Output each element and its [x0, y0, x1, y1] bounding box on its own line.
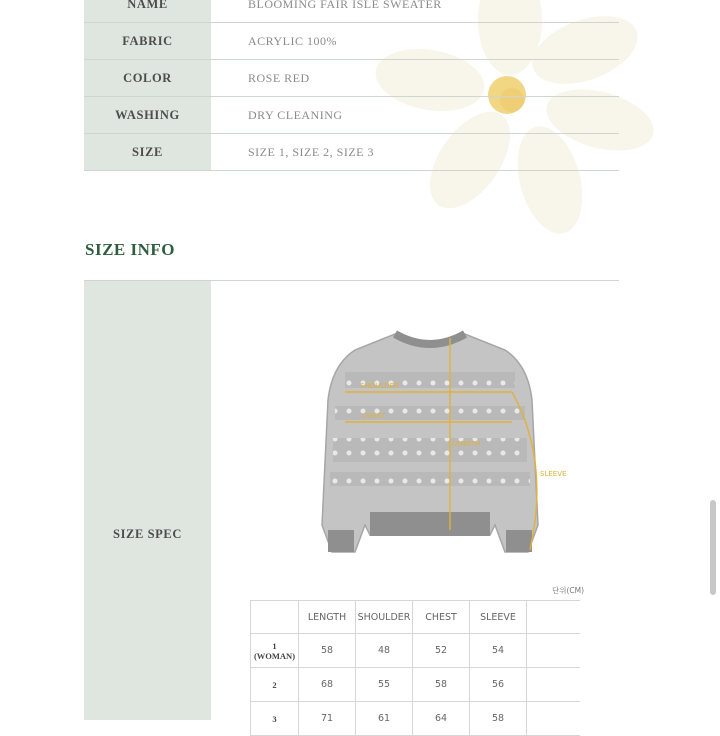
size-table	[250, 600, 580, 736]
table-corner	[251, 601, 299, 634]
info-row-washing	[84, 97, 619, 134]
column-header: LENGTH	[299, 601, 356, 634]
size-spec-label: SIZE SPEC	[113, 527, 182, 541]
table-cell: 54	[470, 634, 527, 668]
table-cell: 61	[356, 702, 413, 736]
info-label: NAME	[84, 0, 211, 22]
info-value: BLOOMING FAIR ISLE SWEATER	[248, 0, 442, 11]
length-label: LENGTH	[452, 440, 481, 448]
info-label: FABRIC	[84, 23, 211, 59]
table-cell: 58	[299, 634, 356, 668]
scrollbar[interactable]	[710, 500, 716, 595]
table-cell: 68	[299, 668, 356, 702]
table-cell: 58	[470, 702, 527, 736]
table-cell: 71	[299, 702, 356, 736]
info-label: SIZE	[84, 134, 211, 170]
chest-label: CHEST	[362, 412, 386, 420]
info-row-name	[84, 0, 619, 23]
row-size: 2	[251, 668, 299, 702]
table-row	[251, 702, 581, 736]
info-row-color	[84, 60, 619, 97]
info-value: SIZE 1, SIZE 2, SIZE 3	[248, 144, 374, 159]
table-cell: 64	[413, 702, 470, 736]
column-header: SHOULDER	[356, 601, 413, 634]
column-header: SLEEVE	[470, 601, 527, 634]
info-label: COLOR	[84, 60, 211, 96]
info-value: ROSE RED	[248, 70, 310, 85]
info-row-fabric	[84, 23, 619, 60]
row-size	[251, 634, 299, 668]
table-row	[251, 668, 581, 702]
info-label: WASHING	[84, 97, 211, 133]
table-header-row	[251, 601, 581, 634]
table-blank-cell	[527, 601, 581, 634]
table-row	[251, 634, 581, 668]
size-info-title: SIZE INFO	[85, 240, 175, 259]
table-cell: 55	[356, 668, 413, 702]
table-cell: 56	[470, 668, 527, 702]
info-row-size	[84, 134, 619, 171]
sweater-diagram	[300, 320, 567, 580]
size-spec-label-column	[84, 281, 211, 720]
row-size: 3	[251, 702, 299, 736]
table-blank-cell	[527, 702, 581, 736]
table-cell: 52	[413, 634, 470, 668]
table-blank-cell	[527, 668, 581, 702]
table-cell: 58	[413, 668, 470, 702]
product-info-table	[84, 0, 619, 171]
info-value: DRY CLEANING	[248, 107, 343, 122]
size-note: (WOMAN)	[253, 650, 296, 661]
info-value: ACRYLIC 100%	[248, 33, 338, 48]
sleeve-label: SLEEVE	[540, 470, 567, 478]
size-number: 1	[272, 640, 277, 651]
unit-label: 단위(CM)	[552, 586, 585, 595]
table-blank-cell	[527, 634, 581, 668]
column-header: CHEST	[413, 601, 470, 634]
shoulder-label: SHOULDER	[360, 382, 399, 390]
table-cell: 48	[356, 634, 413, 668]
